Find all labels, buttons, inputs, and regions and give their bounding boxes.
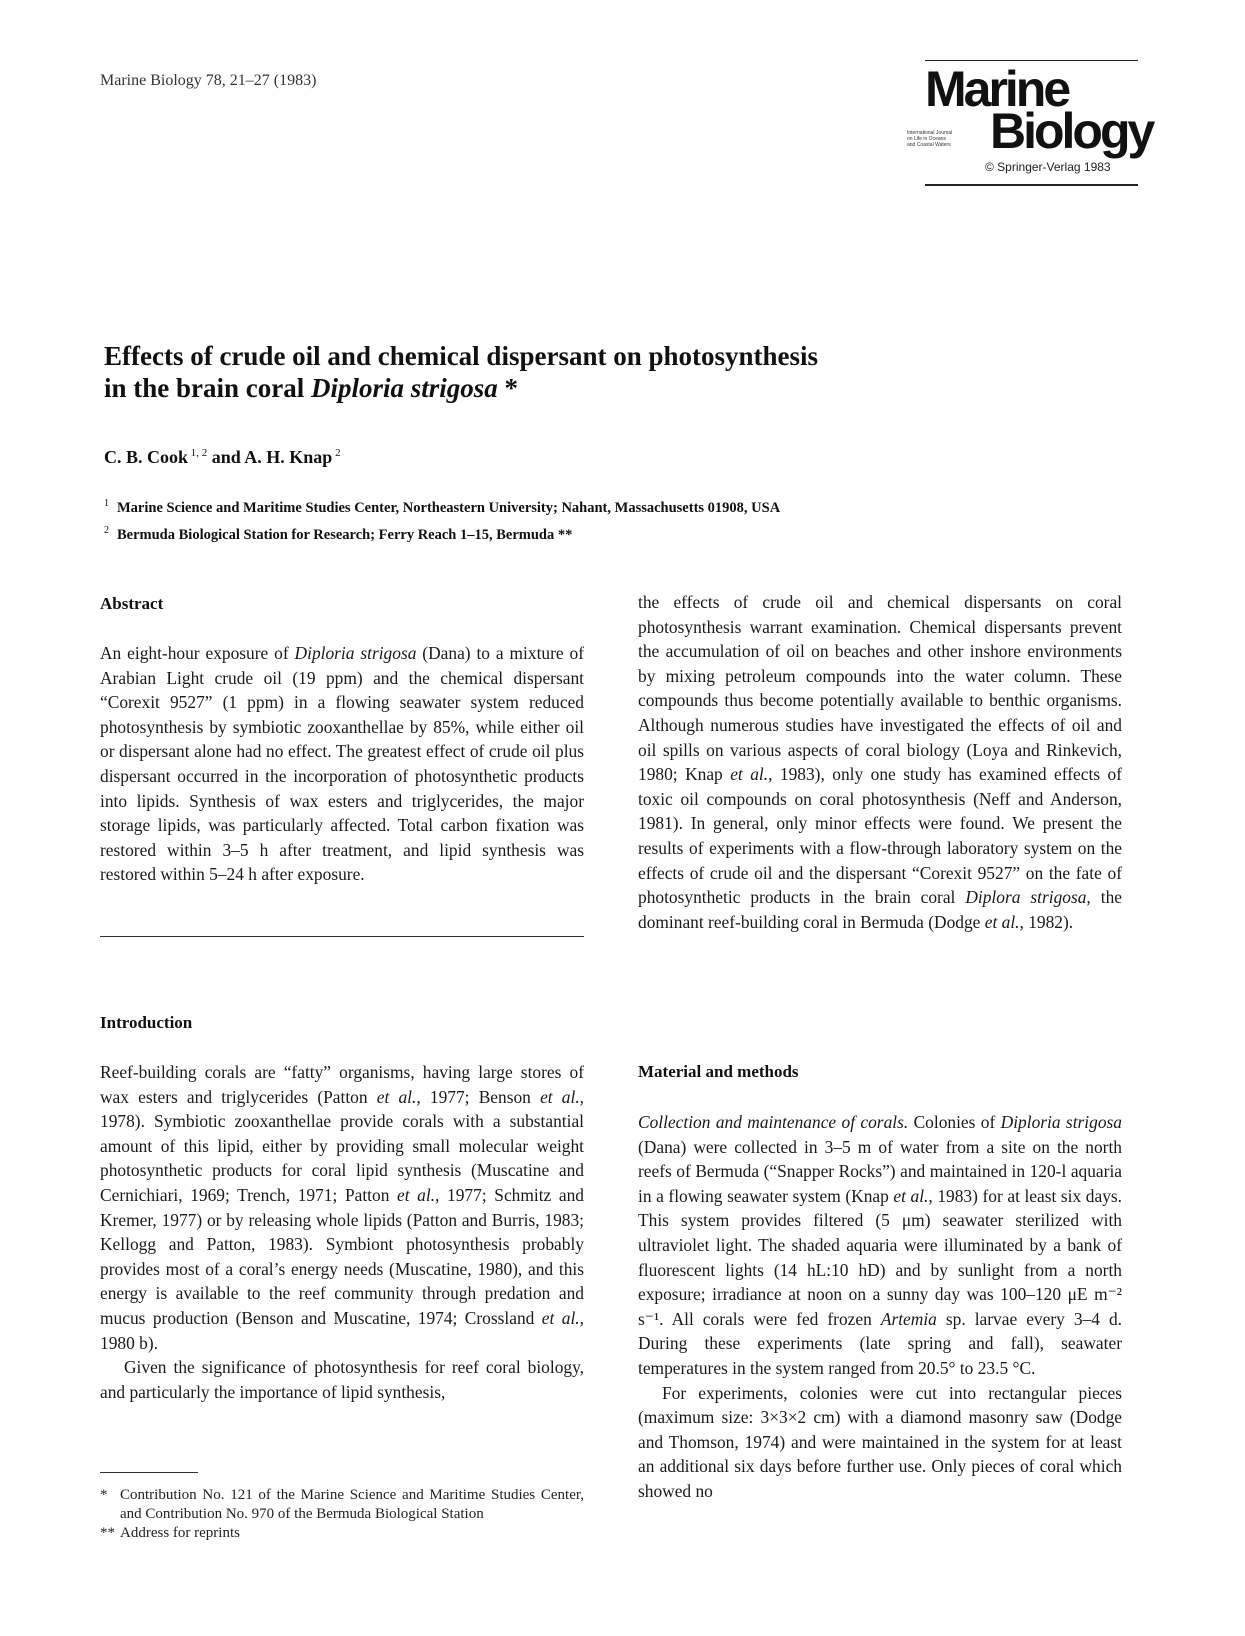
- species-name: Artemia: [880, 1308, 937, 1329]
- text-run: 1983), only one study has examined effects of toxic oil compounds on coral photosynthesis (Neff and Anderson, 1981). In general, only minor effects were found. We present the results of experiments with a flow-through laboratory system on the effects of crude oil and the dispersant “Corexit 9527” on the fate of photosynthetic products in the brain coral: [638, 764, 1122, 908]
- text-run: 1977; Benson: [420, 1086, 541, 1107]
- text-run: 1978). Symbiotic zooxanthellae provide corals with a substantial amount of this lipid, either by providing small molecular weight photosynthetic products for coral lipid synthesis (Muscatine and Cernichiari, 1969; Trench, 1971; Patton: [100, 1111, 584, 1205]
- text-run: (Dana) to a mixture of Arabian Light crude oil (19 ppm) and the chemical dispersant “Corexit 9527” (1 ppm) in a flowing seawater system reduced photosynthesis by symbiotic zooxanthellae by 85%, while either oil or dispersant alone had no effect. The greatest effect of crude oil plus dispersant occurred in the incorporation of photosynthetic products into lipids. Synthesis of wax esters and triglycerides, the major storage lipids, was particularly affected. Total carbon fixation was restored within 3–5 h after treatment, and lipid synthesis was restored within 5–24 h after exposure.: [100, 643, 584, 885]
- abstract-divider: [100, 936, 584, 937]
- text-run: An eight-hour exposure of: [100, 643, 295, 663]
- text-run: 1980 b).: [100, 1332, 158, 1353]
- affiliation: [104, 525, 572, 544]
- citation-etal: et al.,: [540, 1086, 585, 1107]
- footnote-divider: [100, 1472, 198, 1473]
- affiliation-number: 1: [104, 498, 109, 509]
- footnotes: [100, 1486, 584, 1543]
- logo-subtitle-line: on Life in Oceans: [907, 136, 946, 142]
- abstract-heading: Abstract: [100, 594, 164, 613]
- affiliation: [104, 498, 780, 517]
- citation-etal: et al.,: [893, 1185, 933, 1206]
- footnote: [100, 1524, 584, 1543]
- introduction-paragraph: [100, 1060, 584, 1355]
- author-affiliation-mark: 1, 2: [188, 447, 208, 459]
- citation-etal: et al.,: [397, 1184, 440, 1205]
- footnote-mark: *: [100, 1487, 108, 1503]
- methods-paragraph: For experiments, colonies were cut into rectangular pieces (maximum size: 3×3×2 cm) with a diamond masonry saw (Dodge and Thomson, 1974) and were maintained in the system for at least an additional six days before further use. Only pieces of coral which showed no: [638, 1382, 1122, 1501]
- methods-paragraph: [638, 1110, 1122, 1381]
- citation-etal: et al.,: [376, 1086, 421, 1107]
- citation-etal: et al.,: [541, 1307, 584, 1328]
- affiliation-text: Bermuda Biological Station for Research; Ferry Reach 1–15, Bermuda **: [117, 526, 573, 543]
- text-run: Reef-building corals are “fatty” organisms, having large stores of wax esters and triglycerides (Patton: [100, 1062, 584, 1107]
- author-name: A. H. Knap: [244, 447, 333, 467]
- introduction-body: [100, 1060, 584, 1404]
- author-affiliation-mark: 2: [332, 447, 341, 459]
- logo-subtitle-line: and Coastal Waters: [907, 142, 951, 148]
- text-run: the effects of crude oil and chemical dispersants on coral photosynthesis warrant examination. Chemical dispersants prevent the accumulation of oil on beaches and other inshore environments by mixing petroleum compounds into the water column. These compounds thus become potentially available to benthic organisms. Although numerous studies have investigated the effects of oil and oil spills on various aspects of coral biology (Loya and Rinkevich, 1980; Knap: [638, 592, 1122, 785]
- subsection-title: Collection and maintenance of corals.: [638, 1112, 909, 1132]
- right-column-intro: [638, 590, 1122, 934]
- author-name: C. B. Cook: [104, 447, 189, 467]
- title-footnote-mark: *: [497, 373, 519, 403]
- methods-heading: Material and methods: [638, 1062, 799, 1081]
- species-name: Diploria strigosa: [294, 643, 417, 663]
- journal-citation: Marine Biology 78, 21–27 (1983): [100, 72, 317, 89]
- footnote: [100, 1486, 584, 1524]
- logo-bottom-rule: [925, 184, 1138, 186]
- species-name: Diploria strigosa: [1000, 1112, 1122, 1132]
- footnote-mark: **: [100, 1525, 115, 1541]
- author-list: [104, 447, 341, 468]
- author-joiner: and: [207, 447, 245, 467]
- article-title: [104, 340, 1004, 404]
- methods-body: [638, 1110, 1122, 1504]
- text-run: the dominant reef-building coral in Bermuda (Dodge: [638, 887, 1123, 932]
- text-run: (Dana) were collected in 3–5 m of water from a site on the north reefs of Bermuda (“Snapper Rocks”) and maintained in 120-l aquaria in a flowing seawater system (Knap: [638, 1136, 1122, 1206]
- affiliation-text: Marine Science and Maritime Studies Center, Northeastern University; Nahant, Massachusetts 01908, USA: [117, 499, 781, 516]
- text-run: 1983) for at least six days. This system provides filtered (5 μm) seawater sterilized with ultraviolet light. The shaded aquaria were illuminated by a bank of fluorescent lights (14 hL:10 hD) and by sunlight from a north exposure; irradiance at noon on a sunny day was 100–120 μE m⁻² s⁻¹. All corals were fed frozen: [638, 1185, 1123, 1329]
- title-line-1: Effects of crude oil and chemical dispersant on photosynthesis: [104, 341, 819, 371]
- title-line-2: [104, 372, 1004, 404]
- journal-logo-biology: Biology: [990, 103, 1153, 159]
- citation-etal: et al.,: [730, 764, 773, 785]
- journal-logo-subtitle: [907, 130, 967, 148]
- citation-etal: et al.,: [984, 911, 1024, 932]
- introduction-paragraph: Given the significance of photosynthesis for reef coral biology, and particularly the importance of lipid synthesis,: [100, 1357, 584, 1402]
- footnote-text: Contribution No. 121 of the Marine Science and Maritime Studies Center, and Contribution No. 970 of the Bermuda Biological Station: [120, 1487, 584, 1522]
- text-run: 1982).: [1023, 911, 1074, 932]
- introduction-heading: Introduction: [100, 1013, 193, 1032]
- abstract-body: [100, 641, 584, 887]
- introduction-paragraph: [638, 590, 1122, 934]
- abstract-paragraph: [100, 641, 584, 887]
- affiliation-number: 2: [104, 525, 109, 536]
- footnote-text: Address for reprints: [120, 1525, 240, 1541]
- copyright-notice: © Springer-Verlag 1983: [985, 160, 1111, 174]
- text-run: Colonies of: [908, 1112, 1001, 1132]
- text-run: sp. larvae every 3–4 d. During these experiments (late spring and fall), seawater temperatures in the system ranged from 20.5° to 23.5 °C.: [638, 1308, 1122, 1378]
- journal-logo-marine: Marine: [925, 61, 1069, 117]
- text-run: 1977; Schmitz and Kremer, 1977) or by releasing whole lipids (Patton and Burris, 1983; Kellogg and Patton, 1983). Symbiont photosynthesis probably provides most of a coral’s energy needs (Muscatine, 1980), and this energy is available to the reef community through predation and mucus production (Benson and Muscatine, 1974; Crossland: [100, 1184, 585, 1328]
- title-prefix: in the brain coral: [104, 373, 311, 403]
- species-name: Diplora strigosa,: [965, 887, 1091, 908]
- title-species: Diploria strigosa: [311, 373, 498, 403]
- logo-subtitle-line: International Journal: [907, 130, 953, 136]
